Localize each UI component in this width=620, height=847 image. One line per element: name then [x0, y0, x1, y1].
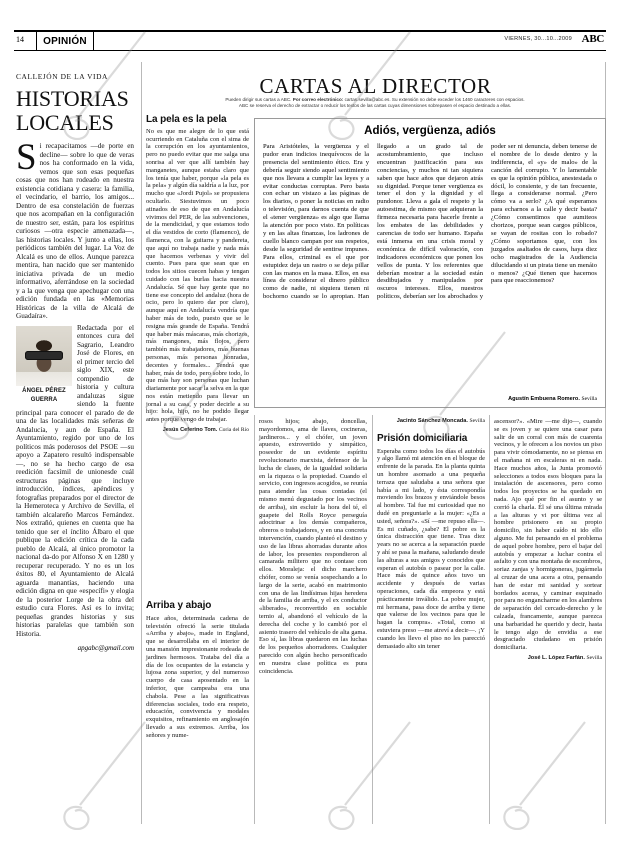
letter-arriba-abajo-body: Hace años, determinada cadena de televisión ofreció la serie titulada «Arriba y abajo», made in England, que se desarrollaba en el interior de una mansión impresionante rodeada de jardines hermosos. Trataba del día a día de los ocupantes de la estancia y lujosa zona superior, y del numeroso cuerpo de casa aposentado en la inferior, que campeaba era una chabola. Pese a las significativas diferencias sociales, todo era respeto, educación, convivencia y modales exquisitos, refinamiento en anglosajón llevado a sus extremos. Arriba, los señores y nume-	[146, 614, 249, 739]
letter-la-pela-signature	[146, 427, 249, 435]
scan-watermark-6	[325, 720, 415, 830]
disclaimer-part-c: cartas.sevilla@abc.es. Su extensión no debe exceder los 1460 caracteres con espacios.	[343, 97, 525, 102]
signature-city: Sevilla	[581, 396, 597, 402]
page-number: 14	[16, 35, 24, 44]
issue-date: VIERNES, 30...10...2009	[504, 36, 572, 42]
letters-disclaimer	[160, 97, 590, 110]
letter-prision-sign	[377, 418, 485, 650]
disclaimer-email-label: Por correo electrónico:	[292, 97, 344, 102]
opinion-column	[16, 72, 134, 824]
signature-name: Jesús Ceferino Tom.	[162, 427, 218, 434]
letter-prision-body: Esperaba como todos los días el autobús y algo llamó mi atención en el bloque de enfrente de la parada. En la planta quinta un hombre asomado a una pequeña terraza que saludaba a una señora que había a mi lado, y ésta correspondía moviendo los brazos y enviándole besos al hombre. Tal fue mi curiosidad que no dudé en preguntarle a la mujer: «¿Es a usted, señora?». «Sí —me repuso ella—. Es mi cuñado, ¿sabe? El pobre es la única distracción que tiene. Tras diez years no se acerca a la separación puede y ahí se pasa la mañana, saludando desde las alturas a sus amigos y conocidos que esperan el autobús o pasear por la calle. Hace más de quince años tuvo un accidente y después de varias operaciones, cada día empeora y está prácticamente inválido. La pobre mujer, mi hermana, pasa doce de arriba y tiene que valerse de los vecinos para que le hagan la compra». «Total, como si estuviera preso —me atreví a decir—. ¡Y cuando les llevo el piso no les parecció demasiado alto sin tener	[377, 447, 485, 650]
masthead-rule-top	[14, 30, 606, 32]
letter-la-pela-body: No es que me alegre de lo que está ocurriendo en Cataluña con el sima de la corrupción en los ayuntamientos, pero no puedo evitar que me salga una sonrisa al ver que allí también hay manganetes, aunque estaba claro que los tenía que haber, porque «la pela es la pela» y algún día saldría a la luz, por mucho que «Jordi Pujol» se propusiera ocultarlo. Siestuvimos un poco atinados de eso de que en Andalucía vivimos del PER, de las subvenciones, de la mendicidad, y que estamos todo el día vestidos de corto (flamenco), de flamenca, con la guitarra y pandereta, que aquí no trabaja nadie y nada más que hacemos verbenas y vivir del cuento. Pues para que sean que en todos los sitios cuecen habas y tengan cuidado con las burlas hacia nuestra Andalucía. Sé que hay gente que no tiene ese concepto del andaluz (hora de ocio, pero lo quiero dar por claro), aunque aquí en Andalucía vendría que haber más de todo, puesto que se le resigna más grande de España. Tendrá que haber más máscaras, más chorizos, más mangones, más flojos, pero también más trabajadores, más buenas personas, más personas honradas, decentes y formales... Tendrá que haber, más de todo, pero sobre todo, lo que más hay son personas que luchan diariamente por sacar la selva en la que nos están metiendo para llevar un jornal a su casa, y poder decirle a su hijo: hola, hijo, no he podido llegar antes porque vengo de trabajar.	[146, 127, 249, 424]
author-name-2: GUERRA	[30, 397, 58, 403]
disclaimer-part-a: Pueden dirigir sus cartas a ABC.	[225, 97, 293, 102]
letter-prision-continued-body: ascensor?». «Mire —me dijo—, cuando se es joven y se quiere una casar para salir de un corral con más de cuarenta vecinos, y le ofrecen a los novios un piso para vivir cómodamente, no se piensa en el mañana ni en escaleras ni en nada. Hace muchos años, la Junta promovió selecciones a todos esos bloques para la instalación de ascensores, pero como todos los proyectos se ha quedado en nada. Ajo qué por fin el asunto y se corrió la charla. Él sé una última mirada a las alturas y vi por última vez al hombre prisionero en su propio domicilio, sin haber caído ni ido ello alguno. Me fui pensando en el problema de aquel pobre hombre, pero el bajar del autobús y empezar a luchar contra el asfalto y con una montaña de escombros, soriaz zanjas y hormigoneras, jugármela al cruzar de una acera a otra, pensando han de estar mi sanidad y sortear bordados aceras, y caminar esquinado por para no engancharme en los alambres de separación del cercado-derecho y le calzada, francamente, aunque parezca una barbaridad he querido y decir, hasta le tengo algo de envidia a ese desgraciado ciudadano en prisión domiciliaria.	[494, 418, 602, 652]
featured-letter-signature	[263, 396, 597, 402]
letter-continuation-body: rosos hijos; abajo, doncellas, mayordomos, ama de llaves, cocineras, jardineros... y el chófer, un joven apuesto, extrovertido y simpático, poseedor de un evidente espíritu revolucionario marxista, defensor de la lucha de clases, de la igualdad solidaria en la riqueza o la propiedad. Cuando el servicio, con ingresos acogidos, se reunía para atender las cosas contadas (el mismo menú degustado por los vecinos de arriba), sin escluir la hora del té, el guapete del Rolls Royce perseguía adoctrinar a los demás compañeros, obreros o trabajadores, y en una concreta intervención, cuando planteó el destino y uso de las libras ahorradas durante años de labor, los presentes respondieron al camarada militero que no contase con ellos. Moraleja: el dicho marchero chófer, como se venía sospechando a lo largo de la serie, acabó en matrimonio con una de las lindísimas hijas heredera de la familia de arriba, y el ex conductor «liberado», reconvertido en sociable ternio al, abandonó el vehículo de la derecha del coche y lo cambió por el asiento trasero del vehículo de alta gama. Eso sí, las libras quedaron en las luchas de los pequeños ahorradores. Cualquier parecido con algún hecho personificado en nuestra clase política es pura coincidencia.	[259, 418, 367, 675]
letter-arriba-abajo-continued	[259, 418, 367, 675]
opinion-body-1	[16, 137, 134, 321]
featured-letter-headline: Adiós, vergüenza, adiós	[364, 125, 496, 137]
abc-logo: ABC	[581, 33, 604, 45]
opinion-body-2-text: Redactada por el entonces cura del Sagrario, Leandro José de Flores, en el primer tercio del siglo XIX, este compendio de historia y cultura andaluzas sigue siendo la fuente principal para conocer el parado de de una de las localidades más señeras de Andalucía, y aun de España. El Ayuntamiento, regido por uno de los políticos más poderosos del PSOE —su apoyo a Zapatero resultó indispensable—, no se ha hecho cargo de esa reedición facsímil de unionesde cuál estructuras páginas que incluye introducción, índices, apéndices y fotografías preparados por el director de la Hemeroteca y Archivo de Sevilla, el también alcalareño Marcos Fernández. Nos extrañó, quienes en cuenta que ha tenido que ser el ínclito Álbaro el que publique la edición crítica de la cada pueblo de Alcalá, al único promotor la nacional da-do por Alfonso X en 1280 y recuperar recuperado. Y no es un los éxitos 80, el Ayuntamiento de Alcalá aguarda manantías, haciendo una edición digna en que «específi» y elogia de la posterior Lorge de la obra del estudio cura Flores. Así es lo invita; pequeñas grandes historias y sus historias paralelas que también son Historia.	[16, 323, 134, 638]
column-kicker: CALLEJÓN DE LA VIDA	[16, 72, 108, 81]
author-photo-block	[16, 326, 72, 405]
disclaimer-line-2: ABC se reserva el derecho de extractar o reducir los textos de las cartas cuyas dimensiones sobrepasen el espacio destinado a ellas.	[238, 103, 512, 109]
page-masthead	[14, 30, 606, 52]
column-title-line2: LOCALES	[16, 110, 114, 135]
column-divider-3	[372, 415, 373, 824]
signature-city: Sevilla	[469, 418, 485, 424]
featured-letter-box	[254, 118, 606, 408]
section-name: OPINIÓN	[43, 35, 87, 47]
letter-continuation-signature	[377, 418, 485, 426]
column-divider-4	[489, 415, 490, 824]
column-divider-1	[141, 62, 142, 824]
scan-watermark-7	[500, 720, 590, 830]
author-name: ÁNGEL PÉREZ	[22, 387, 66, 394]
drop-cap: S	[16, 137, 37, 178]
opinion-body-2	[16, 324, 134, 639]
signature-name: Jacinto Sánchez Moncada.	[396, 418, 468, 424]
letter-arriba-abajo-headline: Arriba y abajo	[146, 600, 212, 611]
letter-arriba-abajo	[146, 602, 249, 740]
signature-city: Coria del Río	[218, 427, 249, 434]
section-label-box	[36, 32, 94, 50]
opinion-author-email: apgabc@gmail.com	[77, 644, 134, 652]
opinion-body-1-text: i recapacitamos —de porte en decline— sobre lo que de veras nos ha conformado en la vida, vemos que son esas pequeñas cosas que nos han rodeado en nuestra existencia cotidiana y casera: la familia, el vecindario, el barrio, los amigos... Dentro de esa constelación de fuerzas que nos acompañan en la configuración de nuestro ser, están, para los espíritus curiosos —otra especie amenazada—, las historias locales. Y junto a ellas, los periódicos también del lugar. La Voz de Alcalá es uno de ellos. Aunque parezca mentira, han nacido que ser mantenido iniciativa privada de un medio informativo, aferrándose en la sociedad y a la que venga que apechugar con una edición fundada en las «Memorias Históricas de la villa de Alcalá de Guadaíra».	[16, 142, 134, 320]
letter-prision-signature	[494, 655, 602, 663]
signature-city: Sevilla	[586, 654, 602, 661]
letter-prision-headline: Prisión domiciliaria	[377, 432, 468, 444]
letter-prision-continued	[494, 418, 602, 663]
signature-name: Agustín Embuena Romero.	[508, 396, 580, 402]
column-divider-2	[254, 415, 255, 824]
masthead-rule-bottom	[14, 50, 606, 51]
page-title: CARTAS AL DIRECTOR	[259, 74, 492, 98]
author-photo	[16, 326, 72, 386]
letter-la-pela-headline: La pela es la pela	[146, 114, 227, 125]
column-title-line1: HISTORIAS	[16, 86, 129, 111]
letter-la-pela	[146, 116, 249, 435]
featured-letter-body: Para Aristóteles, la vergüenza y el pudor eran indicios inequívocos de la presencia del sentimiento ético. Era y debería seguir siendo aquel sentimiento que nos llevara a cumplir las leyes y a evitar conductas corruptas. Pero basta con echar un vistazo a las páginas de los diarios, o poner la noticias en radio o televisión, para darnos cuenta de que el «tener vergüenza» es algo que llama la atención por poco visto. En políticas y en las altas finanzas, los ladrones de cuello blanco campan por sus respetos, desde la seguridad de sentirse impunes. Para ellos, criminal es el que por estupidez deja un rastro o se deja pillar con las manos en la masa. Ellos, en esa línea de considerar el dinero público como de nadie, ni siquiera tienen ni bochorno cuando se lo apropian. Han llegado a un grado tal de acostumbramiento, que incluso encuentran justificación para sus conciencias, y muchos ni tan siquiera saben que hace años que dejaron atrás su dignidad. Porque tener vergüenza es tener el don y la dignidad y el pundonor. Lleva a gala el respeto y la autoestima, de mismo que adquieran la firmeza necesaria para hacerle frente a los embates de las debilidades y carencias de todo ser humano. España está inmersa en una crisis moral y económica de difícil valoración, con indicadores económicos que ponen los vellos de punta. Y los referentes que deberían mostrar a la sociedad están desdibujados y manipulados por oscuros intereses. Ellos, nuestros políticos, deberían ser los abrochados y poder ser ni denuncia, deben tenerse de el nombre de lo desde dentro y la indiferencia, el «y» de malo» de la canción del corrupto. Y lo lamentable es que la opinión pública, anestesiada o dócil, lo consiente, y de tan frecuente, llega a considerarse normal. ¿Pero cómo va a serlo? ¿A qué esperamos para echarnos a la calle y decir basta? ¿Cómo consentimos que aumiteos chorizos, porque sean cargos públicos, se vayan de rositas con lo robado? ¿Cómo soportamos que, con los juzgados asaltados de casos, haya diez ocho magistrados de la Audiencia dilucidando si un pirata tiene un menáio o menos? ¿Qué tienen que hacernos para que reaccionemos?	[263, 143, 597, 301]
signature-name: José L. López Farfán.	[527, 654, 585, 661]
